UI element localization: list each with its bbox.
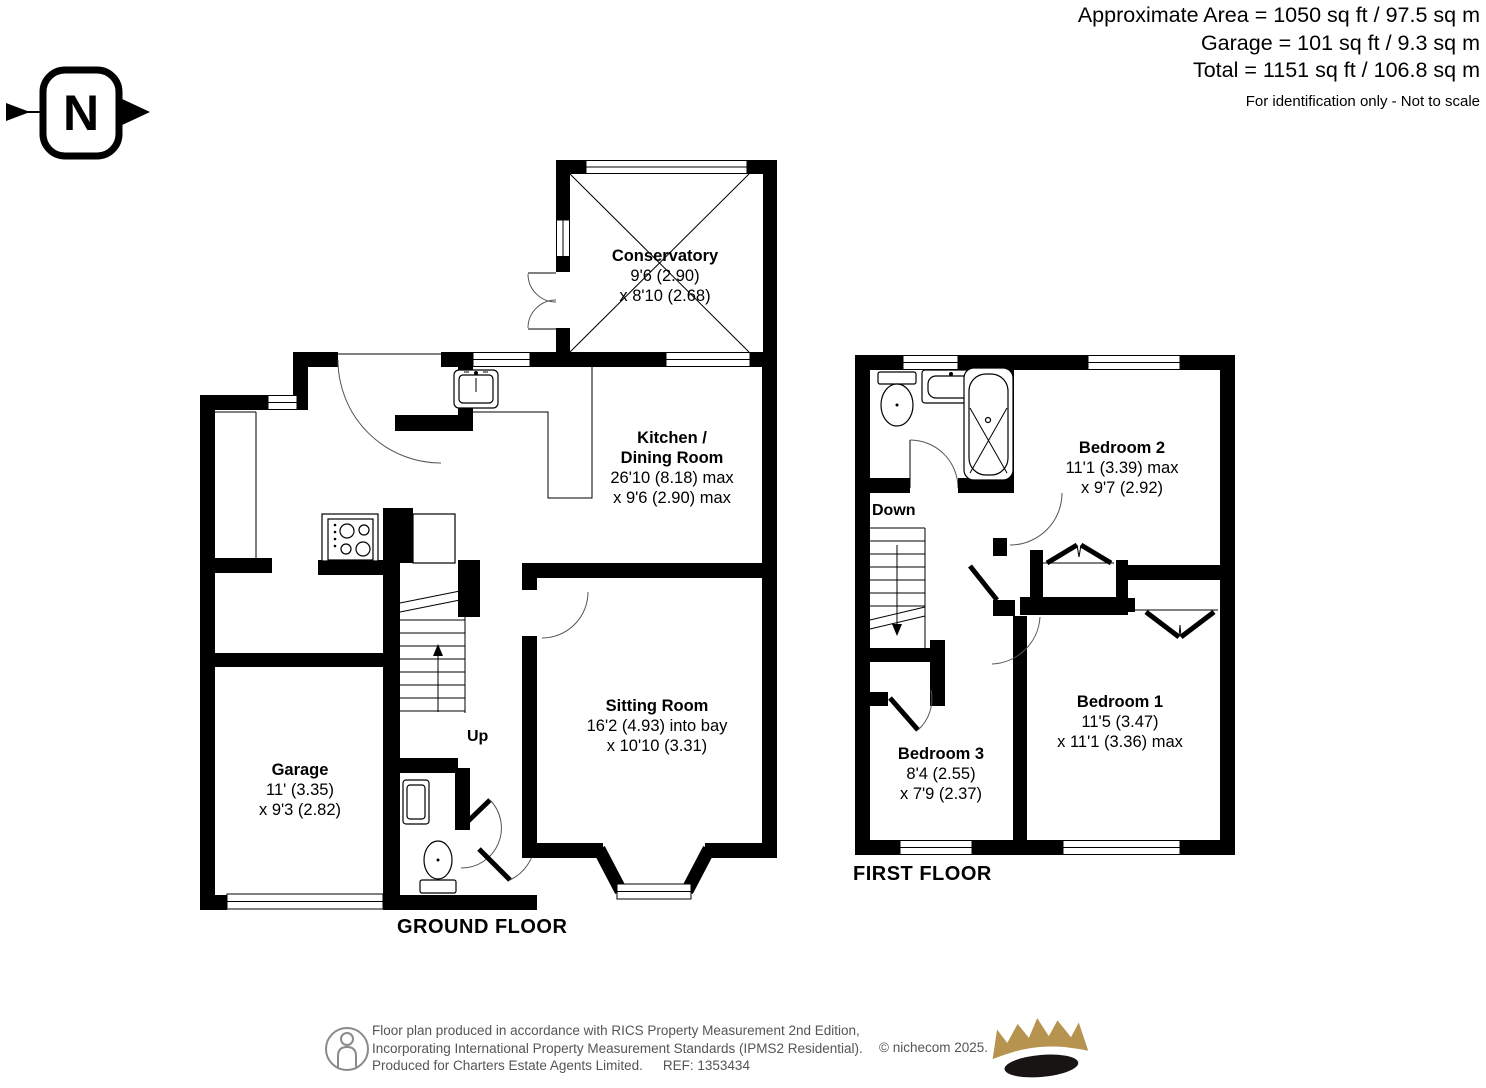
first-floor-title: FIRST FLOOR [853, 863, 992, 885]
kitchen-sink-icon [454, 370, 498, 408]
bedroom2-window [1088, 356, 1180, 370]
conservatory-top-window [586, 161, 747, 174]
room-label-bedroom1: Bedroom 1 11'5 (3.47) x 11'1 (3.36) max [1057, 693, 1183, 751]
compass-north-label: N [62, 85, 100, 141]
stairs-down [870, 528, 925, 660]
kitchen-conservatory-patio-door [666, 353, 750, 367]
bedroom2-wardrobe [1020, 545, 1128, 615]
copyright-notice: © nichecom 2025. [879, 1040, 989, 1055]
person-icon [326, 1028, 368, 1070]
nichecom-crown-logo-icon [989, 1014, 1090, 1081]
bedroom1-wardrobe [1123, 565, 1220, 637]
stairs-up [400, 560, 480, 713]
up-label: Up [467, 728, 489, 745]
hall-window [268, 396, 297, 410]
front-door-arc [338, 360, 441, 463]
sitting-room-door-arc [542, 592, 588, 638]
bathroom-toilet-icon [878, 372, 916, 426]
bedroom1-window [1063, 841, 1180, 855]
bathtub-icon [964, 368, 1013, 480]
ground-floor-title: GROUND FLOOR [397, 916, 568, 938]
scale-disclaimer: For identification only - Not to scale [1245, 92, 1480, 110]
compass-right-arrowhead-icon [120, 98, 150, 126]
room-label-garage: Garage 11' (3.35) x 9'3 (2.82) [258, 761, 342, 819]
bedroom3-door-arc [918, 690, 932, 730]
bedroom2-door-arc [1010, 493, 1062, 545]
room-label-kitchen-dining: Kitchen / Dining Room 26'10 (8.18) max x 9'6 (2.90) max [610, 429, 734, 507]
down-label: Down [872, 502, 916, 519]
kitchen-window [473, 353, 530, 367]
bathroom-window [903, 356, 958, 370]
down-arrow-icon [892, 624, 902, 636]
footer-line2: Incorporating International Property Measurement Standards (IPMS2 Residential). [372, 1040, 863, 1056]
hob-icon [322, 514, 378, 561]
area-line-garage: Garage = 101 sq ft / 9.3 sq m [1200, 30, 1480, 55]
wc-toilet-icon [420, 841, 456, 893]
bathroom-door-arc [910, 440, 958, 488]
area-summary [1078, 2, 1480, 115]
footer-line1: Floor plan produced in accordance with RICS Property Measurement 2nd Edition, [372, 1023, 860, 1038]
room-label-bedroom2: Bedroom 2 11'1 (3.39) max x 9'7 (2.92) [1065, 439, 1179, 497]
wc-basin-icon [403, 780, 429, 824]
compass-left-arrowhead-icon [6, 103, 30, 121]
bedroom3-window [900, 841, 972, 855]
garage-door [227, 894, 383, 909]
footer-disclaimer [372, 1022, 863, 1075]
footer-produced-for: Produced for Charters Estate Agents Limited. [372, 1058, 643, 1073]
north-compass-icon [6, 70, 150, 156]
area-line-approximate: Approximate Area = 1050 sq ft / 97.5 sq m [1077, 3, 1480, 27]
footer-line3 [372, 1057, 863, 1075]
room-label-bedroom3: Bedroom 3 8'4 (2.55) x 7'9 (2.37) [897, 745, 985, 803]
footer-ref: REF: 1353434 [662, 1058, 750, 1073]
room-label-conservatory: Conservatory 9'6 (2.90) x 8'10 (2.68) [611, 247, 719, 305]
bay-window [617, 884, 691, 899]
conservatory-left-window [557, 220, 570, 258]
area-line-total: Total = 1151 sq ft / 106.8 sq m [1192, 58, 1480, 82]
room-label-sitting-room: Sitting Room 16'2 (4.93) into bay x 10'10 (3.31) [586, 697, 728, 755]
